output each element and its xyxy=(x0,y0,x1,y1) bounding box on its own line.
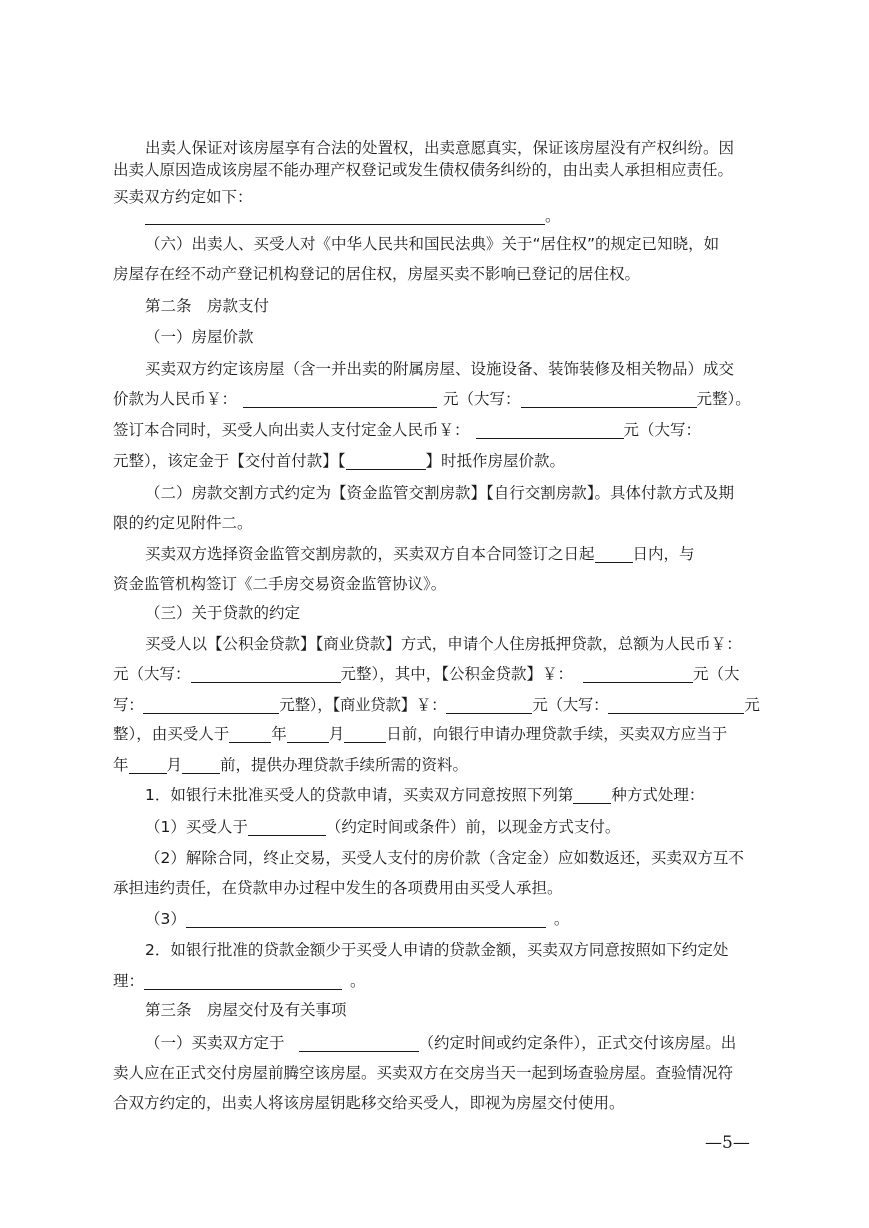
delivery-time-blank[interactable] xyxy=(299,1033,419,1052)
paragraph-line xyxy=(145,1028,736,1058)
page-number: —5— xyxy=(705,1133,750,1153)
paragraph-line xyxy=(145,354,734,384)
paragraph-line xyxy=(113,719,727,749)
apply-day-blank[interactable] xyxy=(344,724,386,743)
materials-day-blank[interactable] xyxy=(182,755,220,774)
text: 整），由买受人于 xyxy=(113,725,230,743)
text: 月 xyxy=(166,756,183,774)
apply-year-blank[interactable] xyxy=(229,724,271,743)
paragraph-line xyxy=(113,1058,733,1088)
paragraph-line xyxy=(145,229,719,259)
text: 元（大写： xyxy=(443,390,521,408)
text: 出卖人原因造成该房屋不能办理产权登记或发生债权债务纠纷的，由出卖人承担相应责任。 xyxy=(113,161,734,179)
paragraph-line xyxy=(145,780,704,810)
article-heading xyxy=(145,995,347,1025)
shortfall-handling-blank[interactable] xyxy=(144,971,342,990)
text: 房屋存在经不动产登记机构登记的居住权，房屋买卖不影响已登记的居住权。 xyxy=(113,265,641,283)
text: 合双方约定的，出卖人将该房屋钥匙移交给买受人，即视为房屋交付使用。 xyxy=(113,1094,625,1112)
agreement-blank-line xyxy=(145,201,561,231)
paragraph-line xyxy=(113,508,253,538)
text: 月 xyxy=(328,725,345,743)
text: （约定时间或约定条件），正式交付该房屋。出 xyxy=(418,1034,737,1052)
text: 元整）。 xyxy=(696,390,751,408)
provident-fund-amount-blank[interactable] xyxy=(583,664,693,683)
text: 第三条 房屋交付及有关事项 xyxy=(145,1001,347,1019)
paragraph-line xyxy=(113,750,468,780)
commercial-uppercase-blank[interactable] xyxy=(608,695,744,714)
text: 年 xyxy=(113,756,129,774)
text: 元 xyxy=(744,696,760,714)
text: 限的约定见附件二。 xyxy=(113,514,253,532)
paragraph-line xyxy=(113,690,760,720)
text: （2）解除合同，终止交易，买受人支付的房价款（含定金）应如数返还，买卖双方互不 xyxy=(145,849,744,867)
text: 。 xyxy=(350,972,366,990)
paragraph-line xyxy=(113,446,565,476)
text: 】时抵作房屋价款。 xyxy=(425,452,566,470)
loan-uppercase-blank[interactable] xyxy=(191,664,341,683)
text: （一）买卖双方定于 xyxy=(145,1034,285,1052)
method-choice-blank[interactable] xyxy=(573,785,611,804)
text: 。 xyxy=(553,910,570,928)
text: 前，提供办理贷款手续所需的资料。 xyxy=(220,756,469,774)
text: 元（大 xyxy=(693,665,740,683)
other-method-blank[interactable] xyxy=(186,909,546,928)
text: 出卖人保证对该房屋享有合法的处置权，出卖意愿真实，保证该房屋没有产权纠纷。因 xyxy=(145,139,735,157)
paragraph-line xyxy=(145,843,744,873)
text: 资金监管机构签订《二手房交易资金监管协议》。 xyxy=(113,575,447,593)
paragraph-line xyxy=(113,1088,625,1118)
text: 买卖双方约定如下： xyxy=(113,188,253,206)
paragraph-line xyxy=(113,384,751,414)
text: 。 xyxy=(545,207,561,225)
paragraph-line xyxy=(145,478,734,508)
paragraph-line xyxy=(113,415,701,445)
text: 买卖双方选择资金监管交割房款的，买卖双方自本合同签订之日起 xyxy=(145,545,595,563)
paragraph-line xyxy=(145,629,742,659)
paragraph-line xyxy=(145,904,569,934)
text: 承担违约责任，在贷款申办过程中发生的各项费用由买受人承担。 xyxy=(113,879,563,897)
paragraph-line xyxy=(145,539,695,569)
text: （1）买受人于 xyxy=(145,818,248,836)
paragraph-line xyxy=(113,259,640,289)
apply-month-blank[interactable] xyxy=(287,724,329,743)
text: 日前，向银行申请办理贷款手续，买卖双方应当于 xyxy=(386,725,728,743)
text: （三）关于贷款的约定 xyxy=(145,604,301,622)
price-amount-blank[interactable] xyxy=(243,389,437,408)
paragraph-line xyxy=(113,966,366,996)
agreement-blank[interactable] xyxy=(145,206,545,225)
paragraph-line xyxy=(113,155,733,185)
deposit-amount-blank[interactable] xyxy=(476,420,624,439)
text: 价款为人民币￥： xyxy=(113,390,238,408)
text: 买卖双方约定该房屋（含一并出卖的附属房屋、设施设备、装饰装修及相关物品）成交 xyxy=(145,360,735,378)
text: 日内，与 xyxy=(632,545,695,563)
article-heading xyxy=(145,291,269,321)
materials-month-blank[interactable] xyxy=(129,755,167,774)
paragraph-line xyxy=(113,659,740,689)
text: 元整），【商业贷款】￥： xyxy=(279,696,447,714)
text: （约定时间或条件）前，以现金方式支付。 xyxy=(325,818,621,836)
text: 理： xyxy=(113,972,145,990)
deposit-offset-blank[interactable] xyxy=(346,451,426,470)
text: 年 xyxy=(271,725,287,743)
text: 种方式处理： xyxy=(611,786,705,804)
price-uppercase-blank[interactable] xyxy=(521,389,697,408)
text: （3） xyxy=(145,910,186,928)
text: 第二条 房款支付 xyxy=(145,297,270,315)
text: （一）房屋价款 xyxy=(145,328,254,346)
text: 买受人以【公积金贷款】【商业贷款】方式，申请个人住房抵押贷款，总额为人民币￥： xyxy=(145,635,742,653)
text: 元整），该定金于【交付首付款】【 xyxy=(113,452,346,470)
paragraph-line xyxy=(113,873,563,903)
text: 元（大写： xyxy=(113,665,191,683)
text: 写： xyxy=(113,696,144,714)
paragraph-line xyxy=(145,935,728,965)
text: 元（大写： xyxy=(532,696,609,714)
text: （二）房款交割方式约定为【资金监管交割房款】【自行交割房款】。具体付款方式及期 xyxy=(145,484,735,502)
paragraph-line xyxy=(145,812,620,842)
supervision-days-blank[interactable] xyxy=(595,544,633,563)
commercial-amount-blank[interactable] xyxy=(446,695,532,714)
text: 1．如银行未批准买受人的贷款申请，买卖双方同意按照下列第 xyxy=(145,786,574,804)
text: 卖人应在正式交付房屋前腾空该房屋。买卖双方在交房当天一起到场查验房屋。查验情况符 xyxy=(113,1064,734,1082)
text: 2．如银行批准的贷款金额少于买受人申请的贷款金额，买卖双方同意按照如下约定处 xyxy=(145,941,729,959)
section-heading xyxy=(145,598,300,628)
paragraph-line xyxy=(113,569,446,599)
section-heading xyxy=(145,322,254,352)
text: 签订本合同时，买受人向出卖人支付定金人民币￥： xyxy=(113,421,470,439)
text: 元（大写： xyxy=(623,421,702,439)
provident-fund-uppercase-blank[interactable] xyxy=(143,695,279,714)
text: 元整），其中，【公积金贷款】￥： xyxy=(340,665,574,683)
text: （六）出卖人、买受人对《中华人民共和国民法典》关于“居住权”的规定已知晓，如 xyxy=(145,235,720,253)
cash-payment-deadline-blank[interactable] xyxy=(248,817,326,836)
